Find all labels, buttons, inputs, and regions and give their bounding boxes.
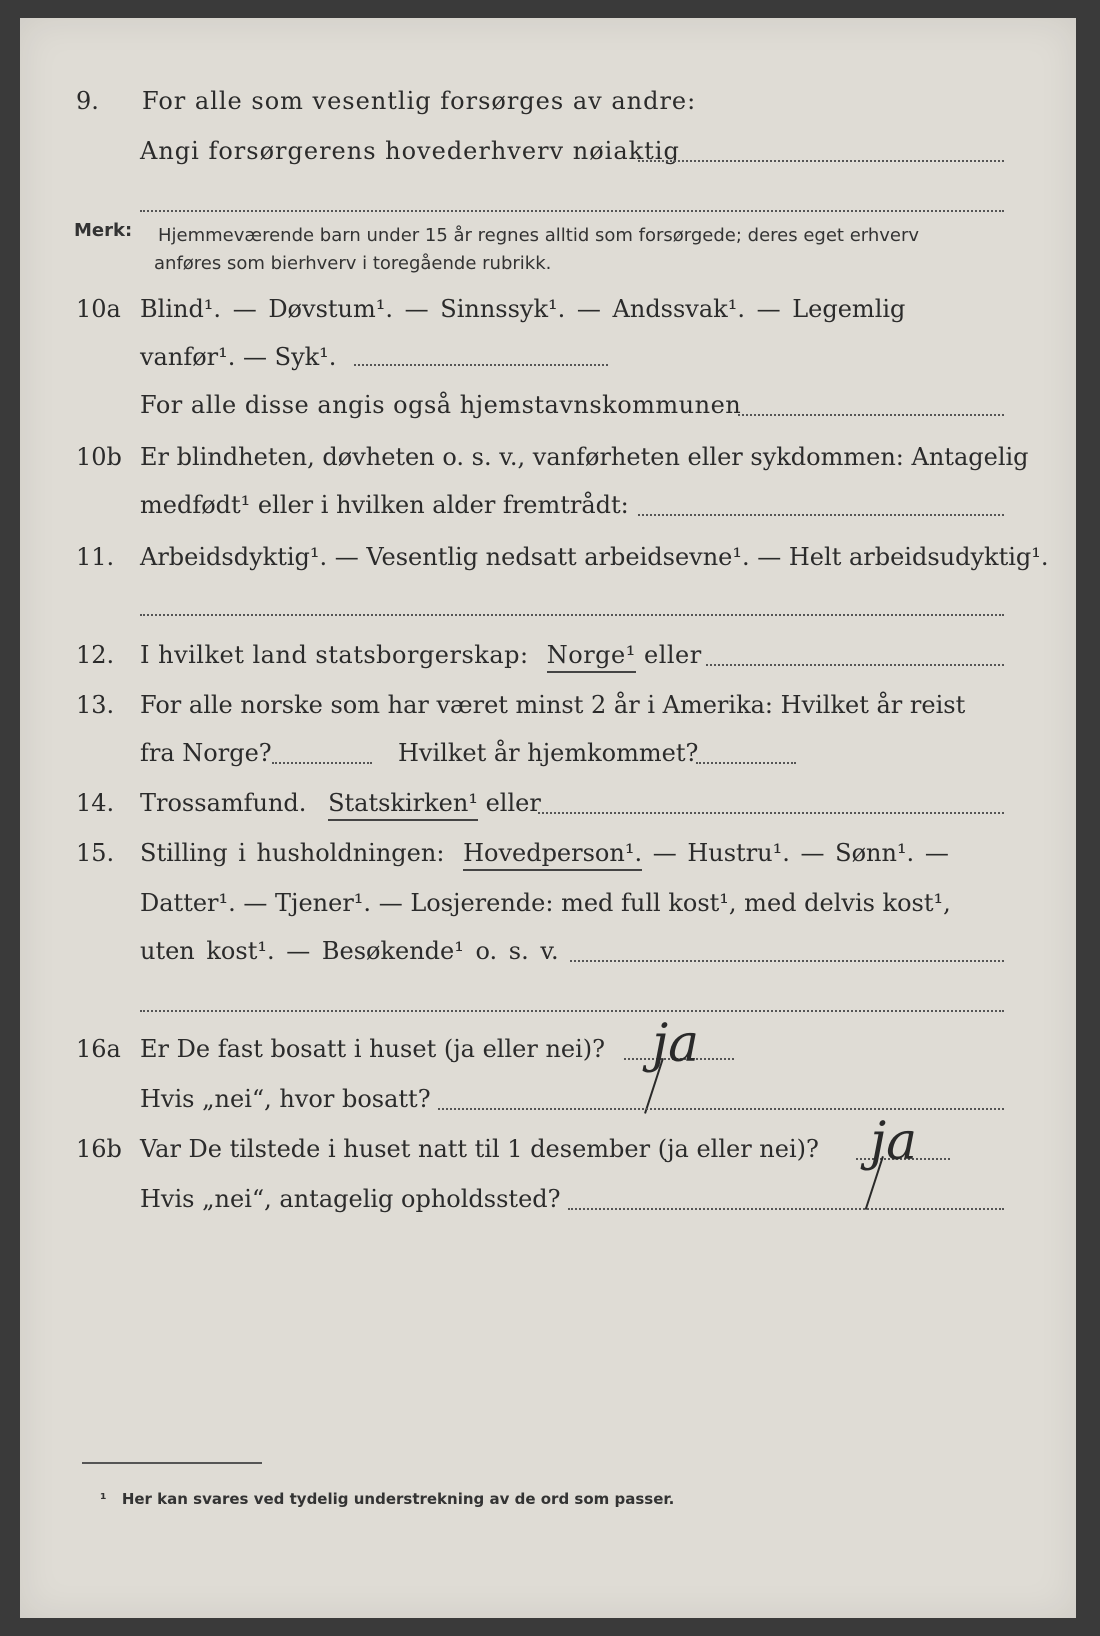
q14-answer-line[interactable]	[538, 812, 1004, 814]
q12-text	[140, 640, 702, 670]
q16a-bosatt-line[interactable]	[438, 1108, 1004, 1110]
q12-selected-option[interactable]: Norge¹	[547, 641, 636, 673]
q14-post: eller	[485, 789, 541, 817]
q12-answer-line[interactable]	[706, 664, 1004, 666]
q10b-number: 10b	[76, 443, 122, 471]
q16a-line2: Hvis „nei“, hvor bosatt?	[140, 1085, 431, 1113]
q13-hjemkommet-line[interactable]	[696, 762, 796, 764]
q16a-line1: Er De fast bosatt i huset (ja eller nei)?	[140, 1035, 606, 1063]
q15-post: — Hustru¹. — Sønn¹. —	[652, 839, 949, 867]
q16b-line2: Hvis „nei“, antagelig opholdssted?	[140, 1185, 561, 1213]
q12-pre: I hvilket land statsborgerskap:	[140, 641, 529, 669]
q10b-line1: Er blindheten, døvheten o. s. v., vanførheten eller sykdommen: Antagelig	[140, 443, 1029, 471]
q15-line3: uten kost¹. — Besøkende¹ o. s. v.	[140, 937, 559, 965]
q11-answer-line[interactable]	[140, 614, 1004, 616]
footnote	[100, 1490, 674, 1508]
q11-line1: Arbeidsdyktig¹. — Vesentlig nedsatt arbeidsevne¹. — Helt arbeidsudyktig¹.	[140, 543, 1049, 571]
q10b-line2: medfødt¹ eller i hvilken alder fremtrådt:	[140, 491, 629, 519]
q14-pre: Trossamfund.	[140, 789, 307, 817]
q16a-number: 16a	[76, 1035, 121, 1063]
q13-line2b: Hvilket år hjemkommet?	[398, 739, 699, 767]
footnote-text: Her kan svares ved tydelig understrekning av de ord som passer.	[121, 1490, 675, 1508]
q15-line2: Datter¹. — Tjener¹. — Losjerende: med full kost¹, med delvis kost¹,	[140, 889, 951, 917]
q13-reist-line[interactable]	[272, 762, 372, 764]
q16a-handwritten-answer: ja	[652, 1014, 700, 1074]
q10a-line3: For alle disse angis også hjemstavnskommunen	[140, 391, 742, 419]
q10a-line1: Blind¹. — Døvstum¹. — Sinnssyk¹. — Andssvak¹. — Legemlig	[140, 295, 906, 323]
q9-line2: Angi forsørgerens hovederhverv nøiaktig	[140, 137, 680, 165]
q14-text	[140, 788, 541, 818]
footnote-divider	[82, 1462, 262, 1464]
q14-number: 14.	[76, 789, 115, 817]
q11-number: 11.	[76, 543, 115, 571]
q9-line1: For alle som vesentlig forsørges av andre:	[142, 87, 697, 115]
q16b-handwritten-answer: ja	[870, 1112, 918, 1172]
q13-line1: For alle norske som har været minst 2 år i Amerika: Hvilket år reist	[140, 691, 966, 719]
q15-number: 15.	[76, 839, 115, 867]
q12-post: eller	[644, 641, 702, 669]
q9-answer-line[interactable]	[638, 160, 1004, 162]
q10a-line2: vanfør¹. — Syk¹.	[140, 343, 337, 371]
q16b-line1: Var De tilstede i huset natt til 1 desember (ja eller nei)?	[140, 1135, 819, 1163]
q10a-answer-line[interactable]	[738, 414, 1004, 416]
q15-pre: Stilling i husholdningen:	[140, 839, 445, 867]
q16b-number: 16b	[76, 1135, 122, 1163]
q13-number: 13.	[76, 691, 115, 719]
merk-label: Merk:	[74, 220, 133, 241]
q16b-opholdssted-line[interactable]	[568, 1208, 1004, 1210]
q10a-syk-line[interactable]	[354, 364, 608, 366]
q9-answer-line-2[interactable]	[140, 210, 1004, 212]
q13-line2a: fra Norge?	[140, 739, 272, 767]
q14-selected-option[interactable]: Statskirken¹	[328, 789, 478, 821]
q12-number: 12.	[76, 641, 115, 669]
footnote-mark: ¹	[100, 1490, 107, 1508]
q9-number: 9.	[76, 87, 99, 115]
q15-text	[140, 838, 949, 868]
merk-line2: anføres som bierhverv i toregående rubrikk.	[154, 253, 552, 274]
q10a-number: 10a	[76, 295, 121, 323]
form-page	[20, 18, 1076, 1618]
q15-answer-line[interactable]	[570, 960, 1004, 962]
merk-line1: Hjemmeværende barn under 15 år regnes alltid som forsørgede; deres eget erhverv	[158, 225, 920, 246]
q10b-answer-line[interactable]	[638, 514, 1004, 516]
q15-answer-line-2[interactable]	[140, 1010, 1004, 1012]
q15-selected-option[interactable]: Hovedperson¹.	[463, 839, 642, 871]
